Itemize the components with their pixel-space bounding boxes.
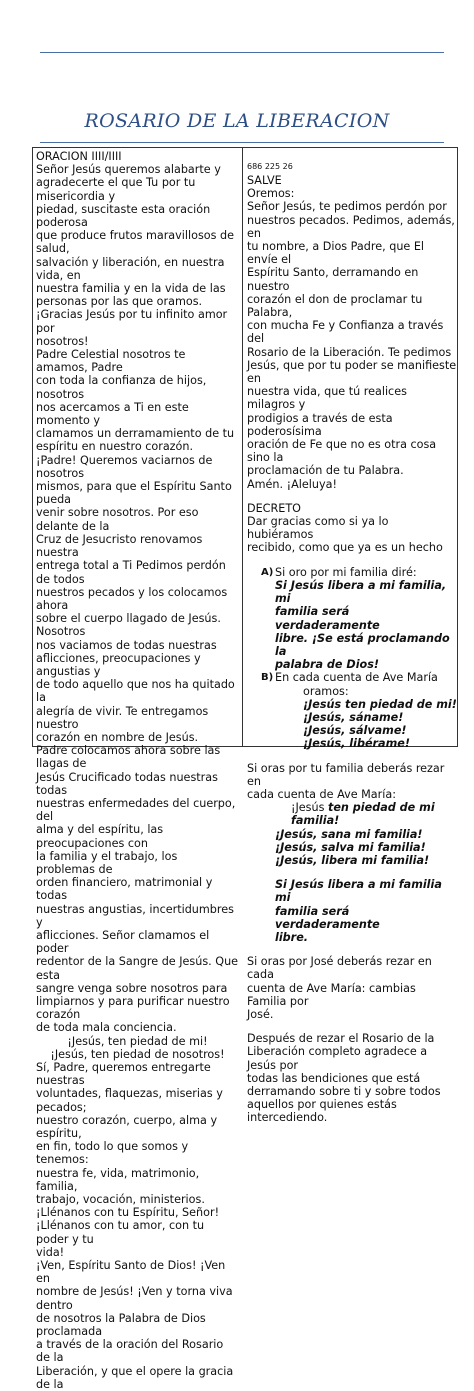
text-line: ¡Jesús, ten piedad de mi! — [67, 1034, 208, 1048]
text-line: proclamación de tu Palabra. — [247, 464, 404, 478]
text-line: todas las bendiciones que está — [247, 1071, 421, 1085]
family-statement — [247, 878, 457, 944]
item-letter-b: B) — [261, 672, 274, 684]
text-line: de nosotros la Palabra de Dios proclamada — [36, 1311, 206, 1339]
text-line: Si oro por mi familia diré: — [275, 565, 417, 579]
text-line: tu nombre, a Dios Padre, que El envíe el — [247, 240, 425, 267]
family-invocations — [247, 828, 457, 868]
text-line: ¡Jesús ten piedad de mi! — [303, 697, 457, 711]
text-line: nuestra familia y en la vida de las — [36, 282, 226, 296]
jose-instructions — [247, 955, 457, 1021]
text-line: ¡Jesús, ten piedad de nosotros! — [50, 1047, 225, 1061]
text-line: de todo aquello que nos ha quitado la — [36, 678, 235, 705]
text-line: con mucha Fe y Confianza a través del — [247, 319, 444, 346]
text-line: Espíritu Santo, derramando en nuestro — [247, 266, 419, 293]
centered-invocations — [36, 1035, 239, 1061]
right-column — [243, 148, 457, 1125]
text-line: a través de la oración del Rosario de la — [36, 1338, 224, 1365]
text-line: DECRETO — [247, 501, 301, 515]
text-line: nuestro corazón, cuerpo, alma y espíritu, — [36, 1113, 218, 1141]
final-paragraph — [247, 1032, 457, 1124]
list-item-a — [247, 566, 457, 672]
text-line: ¡Jesús, sálvame! — [303, 724, 407, 738]
text-line: nosotros! — [36, 334, 89, 348]
text-line: oración de Fe que no es otra cosa sino la — [247, 438, 437, 465]
text-line: Si Jesús libera a mi familia, mi — [275, 578, 447, 606]
text-line: voluntades, flaquezas, miserias y pecados; — [36, 1087, 223, 1114]
family-first-bold: ten piedad de mi familia! — [291, 801, 435, 828]
text-line: nos acercamos a Ti en este momento y — [36, 400, 189, 428]
text-line: Liberación, y que el opere la gracia de la — [36, 1364, 234, 1391]
text-line: palabra de Dios! — [275, 658, 379, 672]
text-line: nuestras angustias, incertidumbres y — [36, 902, 234, 929]
text-line: sobre el cuerpo llagado de Jesús. Nosotros — [36, 612, 221, 639]
text-line: sangre venga sobre nosotros para — [36, 981, 228, 995]
text-line: ¡Gracias Jesús por tu infinito amor por — [36, 308, 228, 335]
text-line: aquellos por quienes estás intercediendo. — [247, 1098, 397, 1125]
text-line: personas por las que oramos. — [36, 295, 203, 309]
text-line: nuestras enfermedades del cuerpo, del — [36, 796, 236, 824]
item-b-text: En cada cuenta de Ave María — [275, 671, 438, 685]
text-line: Jesús, que por tu poder se manifieste en — [247, 358, 457, 386]
text-line: orden financiero, matrimonial y todas — [36, 876, 213, 903]
left-column — [33, 148, 243, 1391]
text-line: redentor de la Sangre de Jesús. Que esta — [36, 955, 239, 982]
text-line: ¡Jesús, sáname! — [303, 710, 404, 724]
text-line: ¡Llénanos con tu amor, con tu poder y tu — [36, 1219, 205, 1246]
text-line: nombre de Jesús! ¡Ven y torna viva dentro — [36, 1285, 233, 1312]
text-line: Si oras por tu familia deberás rezar en — [247, 761, 445, 788]
text-line: cuenta de Ave María: cambias Familia por — [247, 981, 416, 1008]
text-line: Cruz de Jesucristo renovamos nuestra — [36, 532, 203, 560]
text-line: cada cuenta de Ave María: — [247, 787, 396, 801]
text-line: piedad, suscitaste esta oración poderosa — [36, 202, 211, 230]
text-line: la familia y el trabajo, los problemas de — [36, 849, 178, 876]
text-line: ¡Ven, Espíritu Santo de Dios! ¡Ven en — [36, 1259, 226, 1286]
text-line: venir sobre nosotros. Por eso delante de la — [36, 506, 199, 533]
title-rule — [40, 142, 444, 143]
text-line: corazón el don de proclamar tu Palabra, — [247, 292, 423, 320]
text-line: Señor Jesús queremos alabarte y — [36, 163, 221, 177]
text-line: corazón en nombre de Jesús. — [36, 730, 199, 744]
salve-section — [247, 174, 457, 491]
decreto-section — [247, 502, 457, 555]
text-line: nuestros pecados y los colocamos ahora — [36, 585, 228, 612]
text-line: aflicciones, preocupaciones y angustias y — [36, 651, 201, 678]
left-paragraph-2 — [36, 1061, 239, 1391]
item-b-bold — [275, 698, 457, 751]
text-line: recibido, como que ya es un hecho — [247, 541, 443, 555]
family-first-prefix: ¡Jesús — [291, 801, 328, 815]
text-line: nuestros pecados. Pedimos, además, en — [247, 213, 455, 240]
text-line: trabajo, vocación, ministerios. — [36, 1193, 205, 1207]
text-line: Jesús Crucificado todas nuestras todas — [36, 770, 218, 797]
text-line: aflicciones. Señor clamamos el poder — [36, 928, 210, 956]
text-line: Rosario de la Liberación. Te pedimos — [247, 345, 452, 359]
text-line: entrega total a Ti Pedimos perdón de todos — [36, 559, 226, 586]
top-rule — [40, 52, 444, 53]
text-line: familia será verdaderamente — [275, 605, 380, 632]
text-line: libre. ¡Se está proclamando la — [275, 631, 450, 658]
text-line: nuestra vida, que tú realices milagros y — [247, 385, 407, 412]
text-line: ¡Padre! Queremos vaciarnos de nosotros — [36, 453, 213, 480]
text-line: familia será verdaderamente — [275, 904, 380, 931]
text-line: mismos, para que el Espíritu Santo pueda — [36, 480, 232, 507]
text-line: Si oras por José deberás rezar en cada — [247, 955, 432, 982]
text-line: ¡Jesús, salva mi familia! — [275, 840, 426, 854]
text-line: Oremos: — [247, 187, 295, 201]
family-instructions — [247, 762, 457, 802]
text-line: en fin, todo lo que somos y tenemos: — [36, 1140, 189, 1167]
text-line: Dar gracias como si ya lo hubiéramos — [247, 515, 389, 542]
text-line: Padre colocamos ahora sobre las llagas de — [36, 744, 221, 771]
left-paragraph — [36, 150, 239, 1035]
text-line: Amén. ¡Aleluya! — [247, 477, 337, 491]
text-line: con toda la confianza de hijos, nosotros — [36, 374, 207, 401]
text-line: José. — [247, 1007, 274, 1021]
text-line: que produce frutos maravillosos de salud, — [36, 229, 234, 256]
prayer-table — [32, 147, 458, 1391]
text-line: derramando sobre ti y sobre todos — [247, 1085, 441, 1098]
text-line: Liberación completo agradece a Jesús por — [247, 1045, 428, 1072]
text-line: Si Jesús libera a mi familia mi — [275, 878, 442, 905]
text-line: Señor Jesús, te pedimos perdón por — [247, 200, 447, 214]
text-line: ¡Llénanos con tu Espíritu, Señor! — [36, 1206, 220, 1220]
text-line: espíritu en nuestro corazón. — [36, 440, 194, 454]
text-line: prodigios a través de esta poderosísima — [247, 411, 393, 438]
text-line: de toda mala conciencia. — [36, 1021, 177, 1035]
phone-number: 686 225 26 — [247, 162, 293, 171]
text-line: Después de rezar el Rosario de la — [247, 1032, 435, 1046]
text-line: agradecerte el que Tu por tu misericordia y — [36, 176, 196, 203]
text-line: libre. — [275, 930, 309, 944]
item-letter-a: A) — [261, 566, 274, 578]
family-first-invocation — [247, 801, 457, 827]
item-a-bold — [275, 579, 457, 671]
item-b-text-2: oramos: — [303, 684, 349, 698]
text-line: ORACION IIII/IIII — [36, 150, 122, 163]
text-line: SALVE — [247, 174, 282, 187]
text-line: salvación y liberación, en nuestra vida, en — [36, 255, 225, 282]
text-line: alegría de vivir. Te entregamos nuestro — [36, 704, 209, 731]
document-title: ROSARIO DE LA LIBERACION — [84, 110, 390, 132]
text-line: ¡Jesús, sana mi familia! — [275, 827, 423, 841]
text-line: alma y del espíritu, las preocupaciones con — [36, 823, 164, 850]
text-line: limpiarnos y para purificar nuestro corazón — [36, 995, 230, 1022]
text-line: Sí, Padre, queremos entregarte nuestras — [36, 1061, 211, 1088]
list-item-b — [247, 671, 457, 750]
text-line: clamamos un derramamiento de tu — [36, 427, 235, 441]
text-line: nos vaciamos de todas nuestras — [36, 638, 217, 652]
text-line: Padre Celestial nosotros te amamos, Padre — [36, 348, 186, 375]
text-line: ¡Jesús, libera mi familia! — [275, 853, 430, 867]
text-line: nuestra fe, vida, matrimonio, familia, — [36, 1166, 200, 1193]
item-a-text — [275, 566, 457, 579]
text-line: ¡Jesús, libérame! — [303, 737, 410, 751]
text-line: vida! — [36, 1245, 65, 1259]
